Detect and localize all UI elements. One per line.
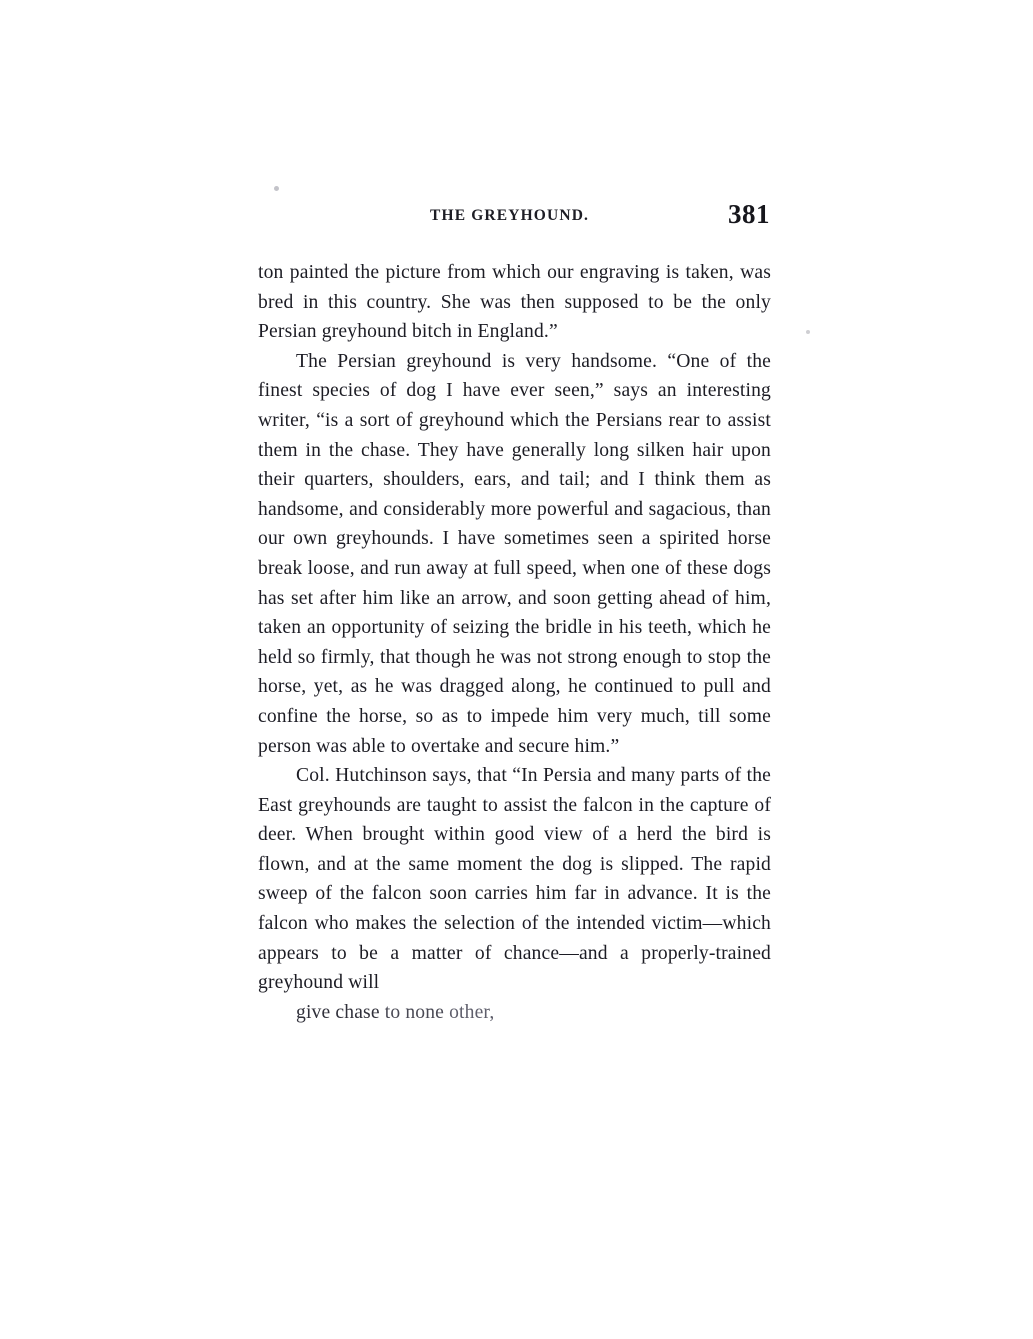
running-head: THE GREYHOUND. (430, 207, 590, 224)
paragraph-hutchinson (258, 761, 771, 1027)
paragraph-continued: ton painted the picture from which our engraving is taken, was bred in this country. She was then supposed to be the only Persian greyhound bitch in England.” (258, 262, 771, 343)
paragraph-persian-greyhound: The Persian greyhound is very handsome. “One of the finest species of dog I have ever seen,” says an interesting writer, “is a sort of greyhound which the Persians rear to assist them in the chase. They have generally long silken hair upon their quarters, shoulders, ears, and tail; and I think them as handsome, and considerably more powerful and sagacious, than our own greyhounds. I have sometimes seen a spirited horse break loose, and run away at full speed, when one of these dogs has set after him like an arrow, and soon getting ahead of him, taken an opportunity of seizing the bridle in his teeth, which he held so firmly, that though he was not strong enough to stop the horse, yet, as he was dragged along, he continued to pull and confine the horse, so as to impede him very much, till some person was able to overtake and secure him.” (258, 350, 771, 757)
last-line-faded (258, 998, 771, 1028)
last-line-word-1: give (296, 1001, 331, 1023)
paragraph-hutchinson-text: Col. Hutchinson says, that “In Persia and many parts of the East greyhounds are taught to assist the falcon in the capture of deer. When brought within good view of a herd the bird is flown, and at the same moment the dog is slipped. The rapid sweep of the falcon soon carries him far in advance. It is the falcon who makes the selection of the intended victim—which appears to be a matter of chance—and a properly-trained greyhound will (258, 765, 771, 994)
page-speck-right (806, 330, 810, 334)
page-number: 381 (728, 199, 770, 229)
page-header (258, 199, 770, 235)
body-text (258, 258, 771, 1027)
page-speck-left (274, 186, 279, 191)
last-line-word-3: to (384, 1001, 401, 1023)
last-line-word-4: none (405, 1001, 445, 1023)
last-line-word-2: chase (335, 1001, 380, 1023)
last-line-word-5: other, (449, 1001, 495, 1023)
